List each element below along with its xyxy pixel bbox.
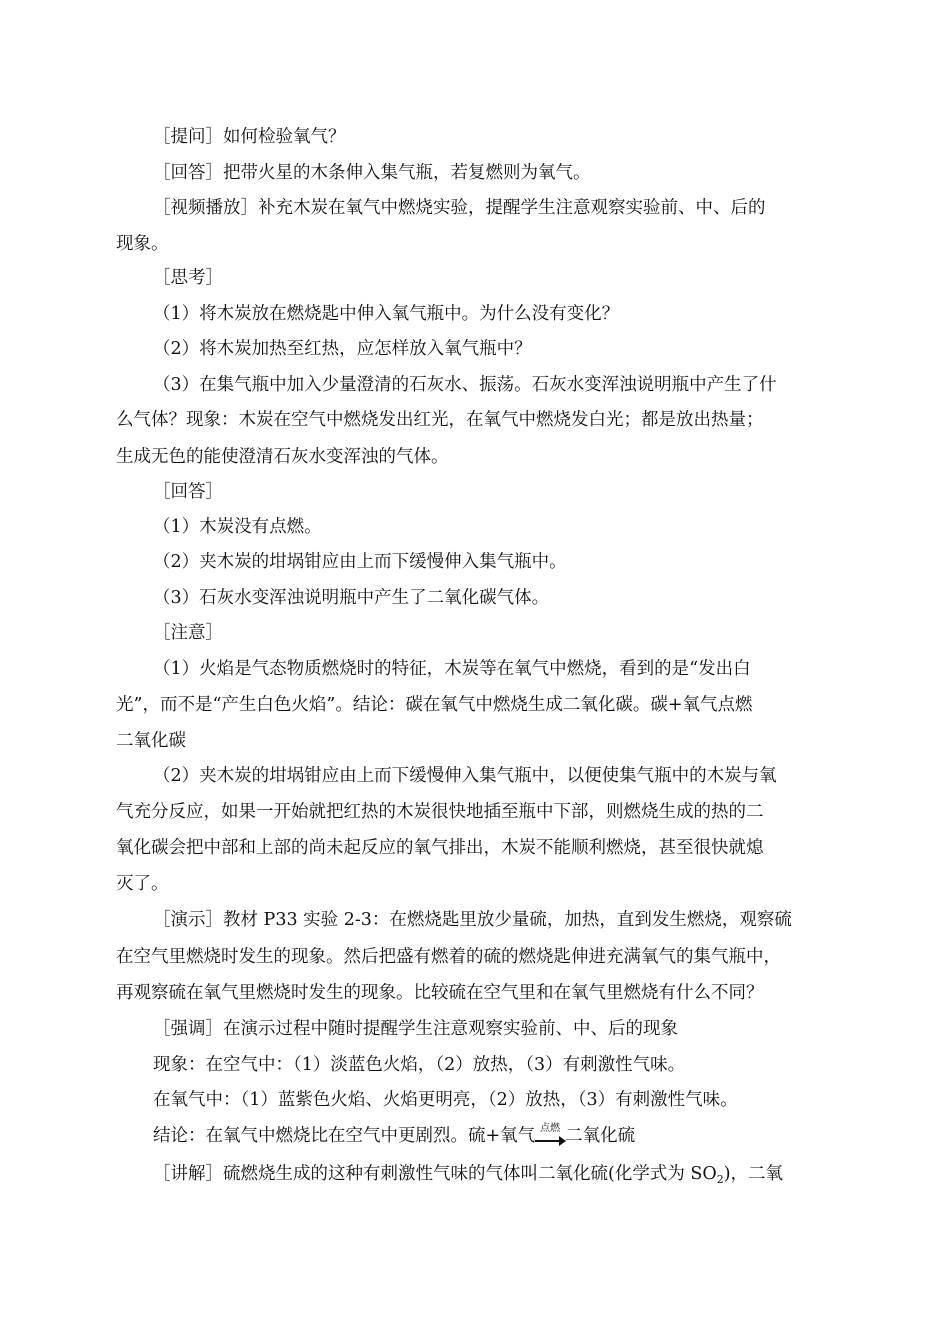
text-line: ［回答］	[153, 482, 223, 502]
text-line: 二氧化碳	[116, 731, 186, 751]
text-line: （1）木炭没有点燃。	[153, 517, 322, 537]
text-line: 灭了。	[116, 874, 169, 894]
text-line: 在氧气中：（1）蓝紫色火焰、火焰更明亮，（2）放热，（3）有刺激性气味。	[153, 1090, 738, 1110]
reaction-condition: 点燃	[540, 1123, 561, 1134]
text-line: （1）将木炭放在燃烧匙中伸入氧气瓶中。为什么没有变化？	[153, 304, 620, 324]
conclusion-product: 二氧化硫	[565, 1126, 636, 1146]
text-line: 气充分反应，如果一开始就把红热的木炭很快地插至瓶中下部，则燃烧生成的热的二	[116, 802, 764, 822]
text-line: 生成无色的能使澄清石灰水变浑浊的气体。	[116, 447, 449, 467]
text-line: 现象：在空气中：（1）淡蓝色火焰，（2）放热，（3）有刺激性气味。	[153, 1055, 686, 1075]
text-line: ［视频播放］补充木炭在氧气中燃烧实验，提醒学生注意观察实验前、中、后的	[153, 198, 766, 218]
text-line: ［回答］把带火星的木条伸入集气瓶，若复燃则为氧气。	[153, 163, 591, 183]
arrow-shaft	[535, 1140, 561, 1142]
text-line: （2）将木炭加热至红热，应怎样放入氧气瓶中？	[153, 339, 532, 359]
text-line: （1）火焰是气态物质燃烧时的特征，木炭等在氧气中燃烧，看到的是“发出白	[153, 659, 751, 679]
explanation-prefix: ［讲解］硫燃烧生成的这种有刺激性气味的气体叫二氧化硫(化学式为 SO	[153, 1164, 717, 1184]
text-line: ［注意］	[153, 623, 223, 643]
text-line: ［强调］在演示过程中随时提醒学生注意观察实验前、中、后的现象	[153, 1019, 678, 1039]
arrow-head-icon	[559, 1136, 566, 1146]
text-line: ［思考］	[153, 268, 223, 288]
conclusion-prefix: 结论：在氧气中燃烧比在空气中更剧烈。硫+氧气	[153, 1126, 536, 1146]
text-line: 光”，而不是“产生白色火焰”。结论：碳在氧气中燃烧生成二氧化碳。碳+氧气点燃	[116, 695, 753, 715]
text-line: 氧化碳会把中部和上部的尚未起反应的氧气排出，木炭不能顺利燃烧，甚至很快就熄	[116, 838, 764, 858]
text-line: 在空气里燃烧时发生的现象。然后把盛有燃着的硫的燃烧匙伸进充满氧气的集气瓶中，	[116, 947, 781, 967]
text-line: （2）夹木炭的坩埚钳应由上而下缓慢伸入集气瓶中。	[153, 552, 567, 572]
text-line: 现象。	[116, 234, 169, 254]
explanation-suffix: )，二氧	[723, 1164, 784, 1184]
text-line: ［演示］教材 P33 实验 2-3：在燃烧匙里放少量硫，加热，直到发生燃烧，观察硫	[153, 910, 792, 930]
text-line: ［提问］如何检验氧气？	[153, 127, 346, 147]
text-line: （3）在集气瓶中加入少量澄清的石灰水、振荡。石灰水变浑浊说明瓶中产生了什	[153, 375, 777, 395]
conclusion-line	[153, 1124, 635, 1148]
text-line: （3）石灰水变浑浊说明瓶中产生了二氧化碳气体。	[153, 588, 550, 608]
text-line: 么气体？现象：木炭在空气中燃烧发出红光，在氧气中燃烧发白光；都是放出热量；	[116, 410, 764, 430]
formula-subscript: 2	[716, 1173, 724, 1186]
text-line: 再观察硫在氧气里燃烧时发生的现象。比较硫在空气里和在氧气里燃烧有什么不同？	[116, 983, 764, 1003]
explanation-line	[153, 1162, 783, 1188]
text-line: （2）夹木炭的坩埚钳应由上而下缓慢伸入集气瓶中，以便使集气瓶中的木炭与氧	[153, 766, 777, 786]
reaction-arrow	[535, 1125, 565, 1147]
